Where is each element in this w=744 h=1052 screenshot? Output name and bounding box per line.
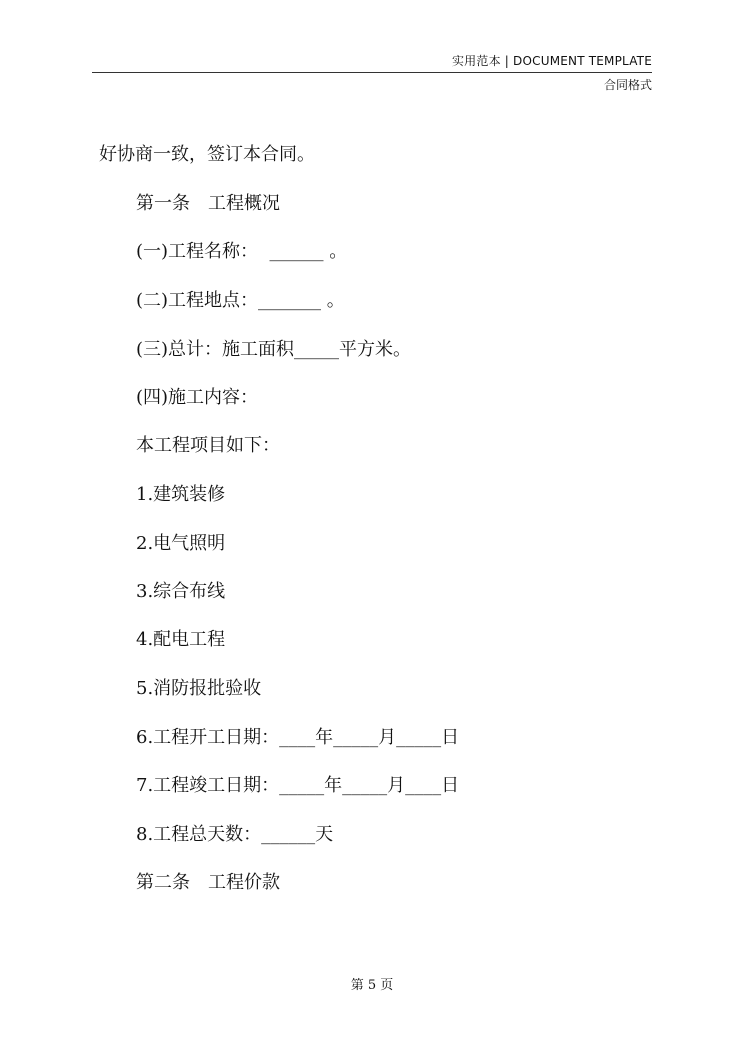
list-item: 4.配电工程 (136, 629, 226, 650)
text-line: (三)总计：施工面积_____平方米。 (136, 339, 412, 360)
list-item: 3.综合布线 (136, 581, 226, 602)
section-heading: 第二条 工程价款 (136, 872, 280, 893)
list-item: 5.消防报批验收 (136, 678, 262, 699)
text-line: 本工程项目如下： (136, 435, 280, 456)
list-item: 1.建筑装修 (136, 484, 226, 505)
list-item: 2.电气照明 (136, 533, 226, 554)
section-heading: 第一条 工程概况 (136, 193, 280, 214)
text-line: (二)工程地点：_______ 。 (136, 290, 345, 311)
list-item: 7.工程竣工日期：_____年_____月____日 (136, 775, 460, 796)
header-title: 实用范本 | DOCUMENT TEMPLATE (451, 54, 652, 68)
header-subtitle: 合同格式 (603, 78, 652, 92)
text-line: 好协商一致，签订本合同。 (99, 144, 315, 165)
page-number: 第 5 页 (350, 978, 394, 993)
text-line: (四)施工内容： (136, 387, 259, 408)
text-line: (一)工程名称： ______ 。 (136, 241, 348, 262)
list-item: 6.工程开工日期：____年_____月_____日 (136, 727, 460, 748)
header-divider (92, 72, 652, 73)
list-item: 8.工程总天数：______天 (136, 824, 334, 845)
